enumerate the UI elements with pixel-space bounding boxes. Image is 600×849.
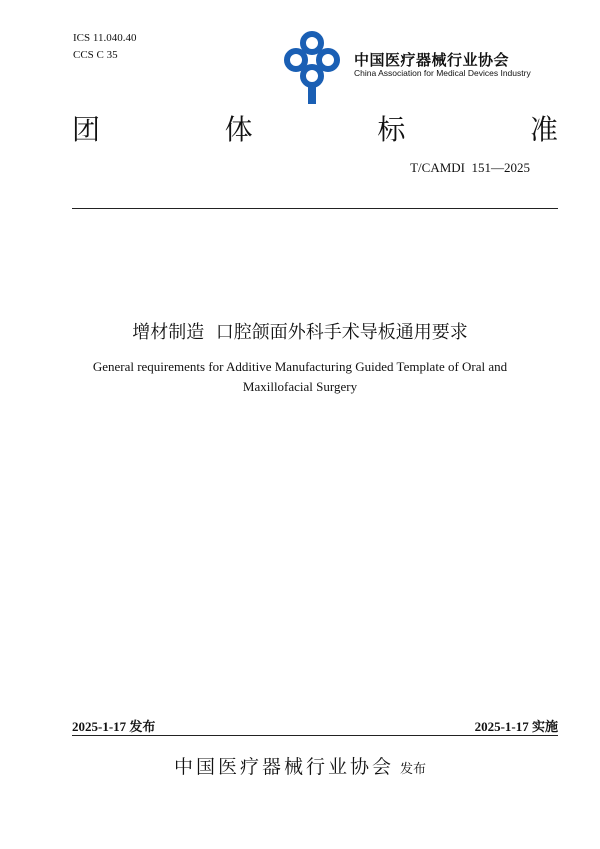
title-english: General requirements for Additive Manufacturing Guided Template of Oral and Maxillofacial Surgery [92, 359, 508, 394]
standard-type-char: 标 [377, 113, 406, 146]
camdi-logo-icon [282, 30, 342, 106]
classification-codes [73, 30, 136, 64]
effective-date: 2025-1-17 实施 [474, 719, 558, 734]
title-chinese: 增材制造 口腔颌面外科手术导板通用要求 [132, 322, 468, 343]
standard-type-char: 体 [224, 113, 253, 146]
header-divider [72, 208, 558, 209]
standard-type-char: 团 [72, 113, 101, 146]
footer-divider [72, 735, 558, 736]
standard-type [72, 108, 558, 148]
footer-issuer-verb: 发布 [400, 762, 427, 777]
standard-number: T/CAMDI 151—2025 [410, 160, 530, 175]
publish-date: 2025-1-17 发布 [72, 719, 156, 734]
footer-issuer-name: 中国医疗器械行业协会 [173, 756, 394, 778]
footer-issuer [0, 752, 600, 779]
ccs-code: CCS C 35 [73, 49, 118, 61]
logo-org-name-en: China Association for Medical Devices Industry [354, 68, 531, 78]
logo-org-name-cn: 中国医疗器械行业协会 [354, 51, 510, 69]
ics-code: ICS 11.040.40 [73, 32, 137, 44]
standard-type-char: 准 [529, 113, 558, 146]
